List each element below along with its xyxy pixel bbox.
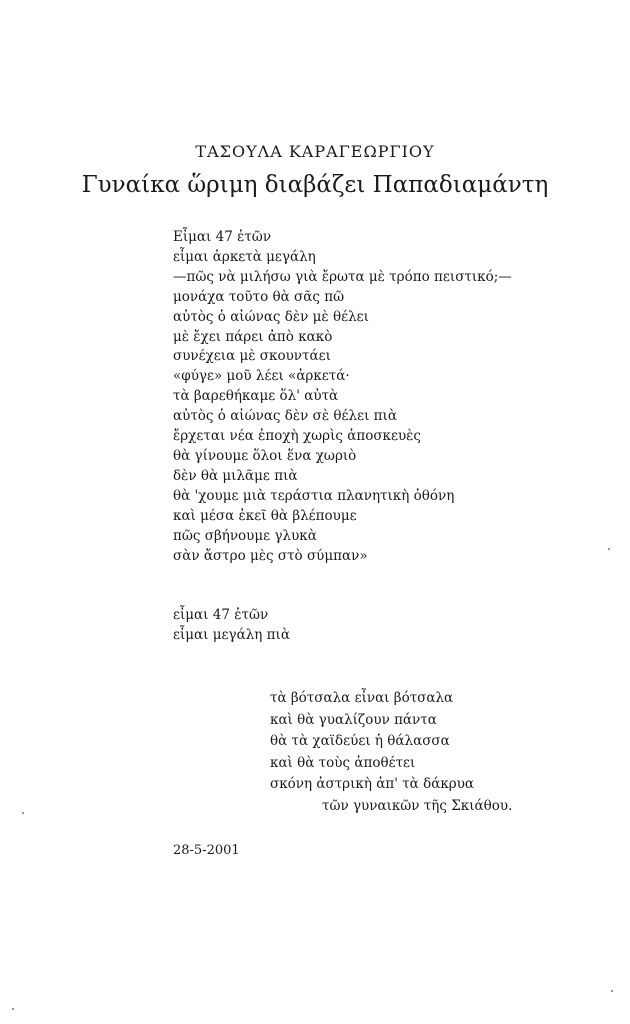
poem-line: εἶμαι ἀρκετὰ μεγάλη: [173, 248, 316, 265]
poem-line: μονάχα τοῦτο θὰ σᾶς πῶ: [173, 288, 345, 305]
poem-line: θὰ 'χουμε μιὰ τεράστια πλανητικὴ ὀθόνη: [173, 487, 455, 504]
poem-line: πῶς σβήνουμε γλυκὰ: [173, 527, 317, 544]
poem-line: καὶ θὰ γυαλίζουν πάντα: [270, 711, 437, 728]
poem-line: εἶμαι μεγάλη πιὰ: [173, 626, 290, 643]
poem-title: Γυναίκα ὥριμη διαβάζει Παπαδιαμάντη: [81, 172, 549, 198]
stanza: [173, 228, 512, 566]
stanza: [270, 688, 512, 817]
poem-line: συνέχεια μὲ σκουντάει: [173, 348, 331, 365]
scan-speck: [22, 812, 24, 814]
poem-line: ἔρχεται νέα ἐποχὴ χωρὶς ἀποσκευὲς: [173, 428, 421, 445]
poem-line: αὐτὸς ὁ αἰώνας δὲν σὲ θέλει πιὰ: [173, 408, 397, 425]
author-name: ΤΑΣΟΥΛΑ ΚΑΡΑΓΕΩΡΓΙΟΥ: [195, 142, 435, 161]
poem-line: τὰ βότσαλα εἶναι βότσαλα: [270, 690, 454, 706]
poem-line: αὐτὸς ὁ αἰώνας δὲν μὲ θέλει: [173, 308, 369, 325]
poem-line: τὰ βαρεθήκαμε ὅλ' αὐτὰ: [173, 388, 339, 405]
poem-line: καὶ μέσα ἐκεῖ θὰ βλέπουμε: [173, 507, 357, 524]
poem-line: σὰν ἄστρο μὲς στὸ σύμπαν»: [173, 547, 368, 564]
poem-line: —πῶς νὰ μιλήσω γιὰ ἔρωτα μὲ τρόπο πειστικό;—: [173, 268, 512, 285]
scan-speck: [608, 548, 610, 550]
poem-line: εἶμαι 47 ἐτῶν: [173, 607, 269, 623]
poem-line: καὶ θὰ τοὺς ἀποθέτει: [270, 754, 416, 771]
poem-line: θὰ τὰ χαϊδεύει ἡ θάλασσα: [270, 733, 450, 749]
poem-line: τῶν γυναικῶν τῆς Σκιάθου.: [322, 797, 513, 814]
scan-speck: [611, 990, 613, 992]
poem-line: «φύγε» μοῦ λέει «ἀρκετά·: [173, 368, 350, 385]
poem-line: μὲ ἔχει πάρει ἀπὸ κακὸ: [173, 328, 333, 345]
poem-line: δὲν θὰ μιλᾶμε πιὰ: [173, 467, 298, 484]
scan-speck: [12, 1008, 14, 1010]
poem-line: σκόνη ἀστρικὴ ἀπ' τὰ δάκρυα: [270, 776, 475, 792]
stanza: [173, 606, 290, 646]
poem-date: 28-5-2001: [173, 843, 240, 858]
poem-line: Εἶμαι 47 ἐτῶν: [173, 229, 272, 245]
poem-line: θὰ γίνουμε ὅλοι ἕνα χωριὸ: [173, 447, 357, 464]
